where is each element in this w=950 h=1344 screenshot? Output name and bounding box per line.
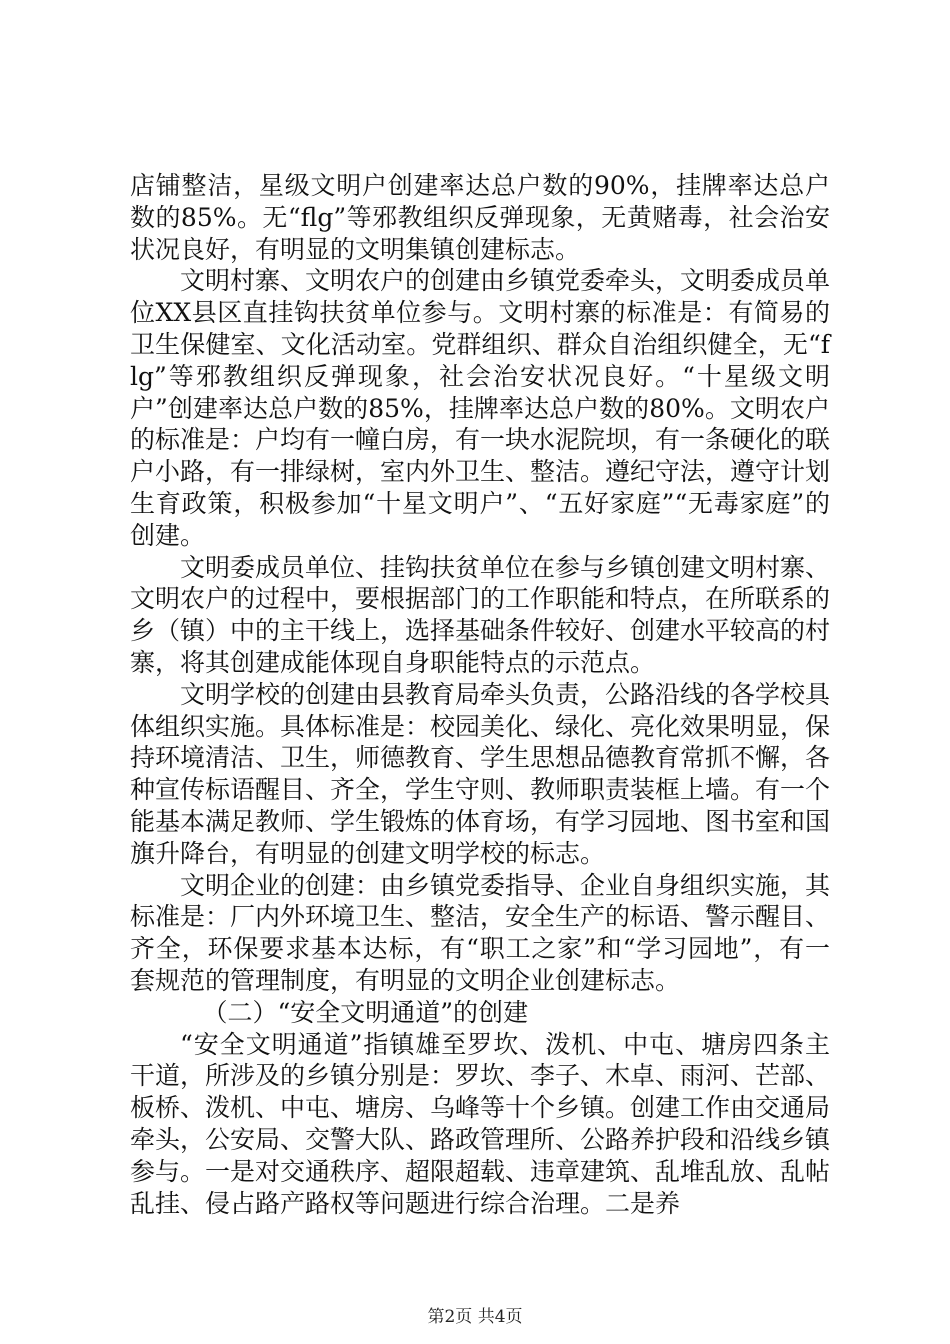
paragraph-continuation: 店铺整洁，星级文明户创建率达总户数的90%，挂牌率达总户数的85%。无“flg”等邪教组织反弹现象，无黄赌毒，社会治安状况良好，有明显的文明集镇创建标志。 — [130, 171, 830, 264]
document-body — [130, 170, 830, 1219]
paragraph-civilized-villages: 文明村寨、文明农户的创建由乡镇党委牵头，文明委成员单位XX县区直挂钩扶贫单位参与。文明村寨的标准是：有简易的卫生保健室、文化活动室。党群组织、群众自治组织健全，无“flg”等邪教组织反弹现象，社会治安状况良好。“十星级文明户”创建率达总户数的85%，挂牌率达总户数的80%。文明农户的标准是：户均有一幢白房，有一块水泥院坝，有一条硬化的联户小路，有一排绿树，室内外卫生、整洁。遵纪守法，遵守计划生育政策，积极参加“十星文明户”、“五好家庭”“无毒家庭”的创建。 — [130, 266, 831, 550]
page-number: 第2页 共4页 — [427, 1307, 523, 1327]
paragraph-civilized-schools: 文明学校的创建由县教育局牵头负责，公路沿线的各学校具体组织实施。具体标准是：校园美化、绿化、亮化效果明显，保持环境清洁、卫生，师德教育、学生思想品德教育常抓不懈，各种宣传标语醒目、齐全，学生守则、教师职责装框上墙。有一个能基本满足教师、学生锻炼的体育场，有学习园地、图书室和国旗升降台，有明显的创建文明学校的标志。 — [130, 679, 831, 868]
paragraph-member-units: 文明委成员单位、挂钩扶贫单位在参与乡镇创建文明村寨、文明农户的过程中，要根据部门的工作职能和特点，在所联系的乡（镇）中的主干线上，选择基础条件较好、创建水平较高的村寨，将其创建成能体现自身职能特点的示范点。 — [130, 552, 831, 677]
paragraph-safe-corridor: “安全文明通道”指镇雄至罗坎、泼机、中屯、塘房四条主干道，所涉及的乡镇分别是：罗坎、李子、木卓、雨河、芒部、板桥、泼机、中屯、塘房、乌峰等十个乡镇。创建工作由交通局牵头，公安局、交警大队、路政管理所、公路养护段和沿线乡镇参与。一是对交通秩序、超限超载、违章建筑、乱堆乱放、乱帖乱挂、侵占路产路权等问题进行综合治理。二是养 — [130, 1029, 831, 1218]
paragraph-civilized-enterprises: 文明企业的创建：由乡镇党委指导、企业自身组织实施，其标准是：厂内外环境卫生、整洁，安全生产的标语、警示醒目、齐全，环保要求基本达标，有“职工之家”和“学习园地”，有一套规范的管理制度，有明显的文明企业创建标志。 — [130, 870, 831, 995]
section-heading: （二）“安全文明通道”的创建 — [202, 997, 529, 1027]
page-footer — [0, 1302, 950, 1327]
